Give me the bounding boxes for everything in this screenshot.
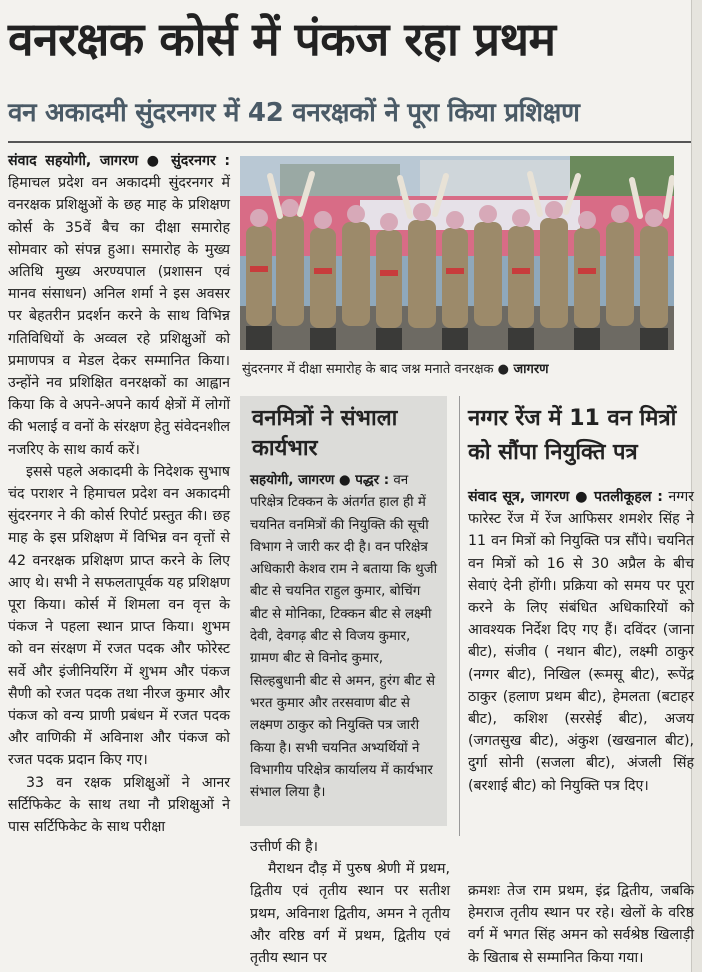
sidebar-story-headline: वनमित्रों ने संभाला कार्यभार: [252, 406, 398, 461]
headline: वनरक्षक कोर्स में पंकज रहा प्रथम: [8, 12, 556, 66]
headline-rule: [8, 141, 694, 143]
subheadline: वन अकादमी सुंदरनगर में 42 वनरक्षकों ने पूरा किया प्रशिक्षण: [8, 98, 580, 128]
sidebar-story-dateline: सहयोगी, जागरण ● पद्धर :: [250, 473, 390, 488]
main-story-paragraph-1: संवाद सहयोगी, जागरण ● सुंदरनगर : हिमाचल प्रदेश वन अकादमी सुंदरनगर में वनरक्षक प्रशिक्षुओं के छह माह के प्रशिक्षण कोर्स के 35वें बैच का दीक्षा समारोह सोमवार को संपन्न हुआ। समारोह के मुख्य अतिथि मुख्य अरण्यपाल (प्रशासन एवं मानव संसाधन) अनिल शर्मा ने इस अवसर पर बेहतरीन प्रदर्शन करने के साथ विभिन्न गतिविधियों के अव्वल रहे प्रशिक्षुओं को प्रमाणपत्र व मेडल देकर सम्मानित किया। उन्होंने नव प्रशिक्षित वनरक्षकों का आह्वान किया कि वे अपने-अपने कार्य क्षेत्रों में लोगों की भलाई व वनों के संरक्षण हेतु संवेदनशील नजरिए के साथ कार्य करें।: [8, 153, 230, 458]
photo-credit: ● जागरण: [497, 362, 549, 377]
main-story-continuation-right: क्रमशः तेज राम प्रथम, इंद्र द्वितीय, जबकि हेमराज तृतीय स्थान पर रहे। खेलों के वरिष्ठ वर्ग में भगत सिंह अमन को सर्वश्रेष्ठ खिलाड़ी के खिताब से सम्मानित किया गया।: [468, 883, 694, 966]
main-story-column: [8, 150, 230, 838]
main-dateline: संवाद सहयोगी, जागरण ● सुंदरनगर :: [8, 153, 230, 169]
sidebar-story-body: सहयोगी, जागरण ● पद्धर : वन परिक्षेत्र टिक्कन के अंतर्गत हाल ही में चयनित वनमित्रों की नियुक्ति की सूची विभाग ने जारी कर दी है। वन परिक्षेत्र अधिकारी केशव राम ने बताया कि थुजी बीट से चयनित राहुल कुमार, बोचिंग बीट से मोनिका, टिक्कन बीट से लक्ष्मी देवी, देवगढ़ बीट से विजय कुमार, ग्रामण बीट से विनोद कुमार, सिल्हबुधानी बीट से अमन, हुरंग बीट से भरत कुमार और तरसवाण बीट से लक्ष्मण ठाकुर को नियुक्ति पत्र जारी किया है। सभी चयनित अभ्यर्थियों ने विभागीय परिक्षेत्र कार्यालय में कार्यभार संभाल लिया है।: [250, 473, 438, 801]
celebration-photo: [240, 156, 674, 350]
main-story-continuation: [250, 836, 450, 969]
continuation-paragraph: मैराथन दौड़ में पुरुष श्रेणी में प्रथम, द्वितीय एवं तृतीय स्थान पर सतीश प्रथम, अविनाश द्वितीय, अमन ने तृतीय और वरिष्ठ वर्ग में प्रथम, द्वितीय एवं तृतीय स्थान पर: [250, 861, 450, 967]
right-story-body: संवाद सूत्र, जागरण ● पतलीकूहल : नग्गर फारेस्ट रेंज में रेंज आफिसर शमशेर सिंह ने 11 वन मित्रों को नियुक्ति पत्र सौंपे। चयनित वन मित्रों को 16 से 30 अप्रैल के बीच सेवाएं देनी होंगी। प्रक्रिया को समय पर पूरा करने के लिए संबंधित अधिकारियों को आवश्यक निर्देश दिए गए हैं। दविंदर (जाना बीट), संजीव ( नथान बीट), लक्ष्मी ठाकुर (नग्गर बीट), निखिल (रूमसू बीट), रूपेंद्र ठाकुर (हलाण प्रथम बीट), हेमलता (बटाहर बीट), कशिश (सरसेई बीट), अजय (जगतसुख बीट), अंकुश (खखनाल बीट), दुर्गा सोनी (सजला बीट), अंजली सिंह (बरशाई बीट) को नियुक्ति पत्र दिए।: [468, 489, 694, 794]
right-story-headline: नग्गर रेंज में 11 वन मित्रों को सौंपा नियुक्ति पत्र: [468, 406, 677, 465]
photo-caption: [242, 361, 672, 379]
main-story-paragraph-3: 33 वन रक्षक प्रशिक्षुओं ने आनर सर्टिफिकेट के साथ तथा नौ प्रशिक्षुओं ने पास सर्टिफिकेट के साथ परीक्षा: [8, 774, 230, 836]
right-story-dateline: संवाद सूत्र, जागरण ● पतलीकूहल :: [468, 489, 663, 505]
continuation-line: उत्तीर्ण की है।: [250, 839, 319, 855]
main-story-paragraph-2: इससे पहले अकादमी के निदेशक सुभाष चंद पराशर ने हिमाचल प्रदेश वन अकादमी सुंदरनगर ने की कोर्स रिपोर्ट प्रस्तुत की। छह माह के इस प्रशिक्षण में विभिन्न वन वृत्तों से 42 वनरक्षक प्रशिक्षण प्राप्त करने के लिए आए थे। सभी ने सफलतापूर्वक यह प्रशिक्षण पूरा किया। कोर्स में शिमला वन वृत्त के पंकज ने पहला स्थान प्राप्त किया। शुभम को वन संरक्षण में रजत पदक और फोरेस्ट सर्वे और इंजीनियरिंग में शुभम और पंकज सैणी को रजत पदक तथा नीरज कुमार और पंकज को वन्य प्राणी प्रबंधन में रजत पदक और वाणिकी में अविनाश और पंकज को रजत पदक प्रदान किए गए।: [8, 463, 230, 769]
photo-caption-text: सुंदरनगर में दीक्षा समारोह के बाद जश्न मनाते वनरक्षक: [242, 362, 494, 377]
column-divider: [459, 396, 460, 836]
